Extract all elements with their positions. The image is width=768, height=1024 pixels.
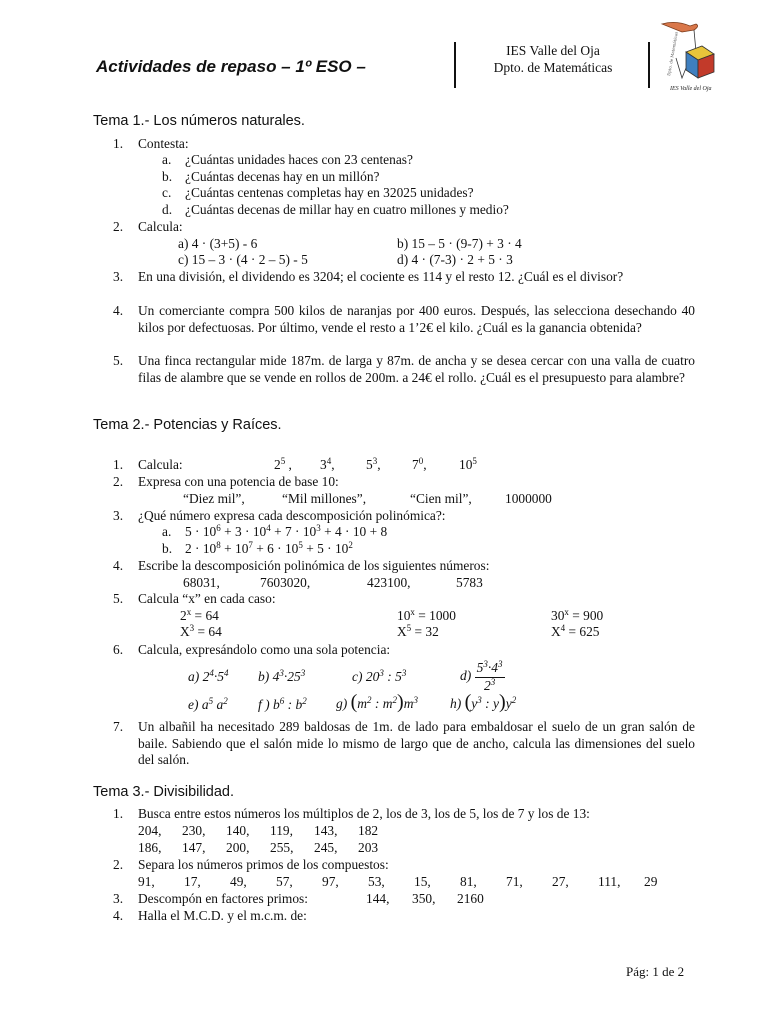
t3-q3-label: Descompón en factores primos: [138,891,308,906]
t2-q4-item: 423100, [367,575,411,590]
svg-text:IES Valle del Oja: IES Valle del Oja [670,86,712,92]
t3-q2-label: Separa los números primos de los compuestos: [138,857,389,872]
t2-q3-label: ¿Qué número expresa cada descomposición polinómica?: [138,508,446,523]
t1-q1d: ¿Cuántas decenas de millar hay en cuatro millones y medio? [185,202,509,217]
number: 203 [358,840,379,855]
number: 15, [414,874,431,889]
sub-letter: c. [162,185,172,200]
t3-q3-item: 144, [366,891,390,906]
item-number: 4. [113,908,124,923]
number: 57, [276,874,293,889]
school-logo [656,18,722,103]
number: 186, [138,840,162,855]
sub-letter: d. [162,202,173,217]
t2-q3b: $2 \cdot 10^8 + 10^7 + 6 \cdot 10^5 + 5 \cdot 10^2$ [185,540,353,556]
t2-q4-item: 5783 [456,575,483,590]
t2-q4-item: 68031, [183,575,220,590]
sub-letter: b. [162,169,173,184]
sub-letter: a. [162,152,172,167]
item-number: 3. [113,269,124,284]
t1-q1b: ¿Cuántas decenas hay en un millón? [185,169,380,184]
number: 91, [138,874,155,889]
t2-q3a: $5 \cdot 10^6 + 3 \cdot 10^4 + 7 \cdot 10^3 + 4 \cdot 10 + 8$ [185,523,388,539]
t1-q2c: c) 15 – 3 · (4 · 2 – 5) - 5 [178,252,308,267]
power-exercise-h: h) ($y^3$ : $y)y^2$ [450,691,517,713]
institution-name: IES Valle del Oja [506,43,600,58]
t2-q2-label: Expresa con una potencia de base 10: [138,474,339,489]
power-exercise-e: e) $a^5$ $a^2$ [188,696,228,712]
item-number: 4. [113,303,124,318]
number: 143, [314,823,338,838]
item-number: 3. [113,508,124,523]
number: 97, [322,874,339,889]
number: 17, [184,874,201,889]
power-exercise-g: g) ($m^2$ : $m^2)m^3$ [336,691,418,713]
number: 140, [226,823,250,838]
power-exercise-c: c) $20^3$ : $5^3$ [352,668,407,684]
power-exercise-b: b) $4^3\cdot 25^3$ [258,668,306,684]
t2-q5-label: Calcula “x” en cada caso: [138,591,276,606]
t3-q1-label: Busca entre estos números los múltiplos de 2, los de 3, los de 5, los de 7 y los de 13: [138,806,590,821]
equation: $10^x = 1000$ [397,607,456,623]
number: 255, [270,840,294,855]
number: 53, [368,874,385,889]
t2-q7: Un albañil ha necesitado 289 baldosas de 1m. de lado para embaldosar el suelo de un gran salón de baile. Sabiendo que el salón mide lo mismo de largo que de ancho, calcula las dimensiones del suelo del salón. [138,719,695,768]
equation: $2^x = 64$ [180,607,219,623]
t3-q3-item: 2160 [457,891,484,906]
number: 49, [230,874,247,889]
section-title-tema1: Tema 1.- Los números naturales. [93,113,305,129]
t2-q1-label: Calcula: [138,457,183,472]
item-number: 1. [113,136,124,151]
number: 27, [552,874,569,889]
number: 182 [358,823,379,838]
number: 245, [314,840,338,855]
sub-letter: b. [162,541,173,556]
t1-q4: Un comerciante compra 500 kilos de naranjas por 400 euros. Después, las selecciona desechando 40 kilos por defectuosas. Por último, vende el resto a 1’2€ el kilo. ¿Cuál es la ganancia obtenida? [138,303,695,335]
t1-q1-label: Contesta: [138,136,189,151]
header-divider-right [648,42,650,88]
equation: $X^5 = 32$ [397,623,439,639]
item-number: 2. [113,474,124,489]
item-number: 1. [113,457,124,472]
document-title: Actividades de repaso – 1º ESO – [96,57,366,76]
item-number: 3. [113,891,124,906]
item-number: 5. [113,591,124,606]
t1-q2d: d) 4 · (7-3) · 2 + 5 · 3 [397,252,513,267]
power-exercise-f: f ) $b^6$ : $b^2$ [258,696,307,712]
power-expr: $5^3$, [366,456,381,472]
number: 204, [138,823,162,838]
t1-q1c: ¿Cuántas centenas completas hay en 32025 unidades? [185,185,474,200]
number: 119, [270,823,293,838]
t1-q2-label: Calcula: [138,219,183,234]
power-expr: $7^0$, [412,456,427,472]
number: 230, [182,823,206,838]
number-row-2 [138,840,378,857]
department-name: Dpto. de Matemáticas [493,60,613,75]
t1-q3: En una división, el dividendo es 3204; el cociente es 114 y el resto 12. ¿Cuál es el divisor? [138,269,624,284]
number: 111, [598,874,621,889]
equation: $X^3 = 64$ [180,623,222,639]
section-title-tema3: Tema 3.- Divisibilidad. [93,784,235,800]
power-exercise-a: a) $2^4\cdot 5^4$ [188,668,229,684]
item-number: 1. [113,806,124,821]
header-institution [470,42,636,76]
item-number: 5. [113,353,124,368]
header-divider-left [454,42,456,88]
item-number: 6. [113,642,124,657]
number: 81, [460,874,477,889]
power-expr: $3^4$, [320,456,335,472]
item-number: 2. [113,219,124,234]
t1-q2a: a) 4 · (3+5) - 6 [178,236,258,251]
t3-q4-label: Halla el M.C.D. y el m.c.m. de: [138,908,307,923]
t1-q2b: b) 15 – 5 · (9-7) + 3 · 4 [397,236,522,251]
number-row-1 [138,823,378,840]
t2-q6-label: Calcula, expresándolo como una sola potencia: [138,642,391,657]
page-number: Pág: 1 de 2 [626,964,685,979]
t1-q1a: ¿Cuántas unidades haces con 23 centenas? [185,152,413,167]
number: 29 [644,874,658,889]
equation: $X^4 = 625$ [551,623,600,639]
number: 200, [226,840,250,855]
t2-q2-item: “Mil millones”, [282,491,367,506]
number-row-primes [138,874,657,891]
t2-q2-item: 1000000 [505,491,552,506]
t1-q5: Una finca rectangular mide 187m. de larga y 87m. de ancha y se desea cercar con una valla de cuatro filas de alambre que se vende en rollos de 200m. a 24€ el rollo. ¿Cuál es el presupuesto para alambre? [138,353,695,385]
section-title-tema2: Tema 2.- Potencias y Raíces. [93,417,282,433]
t2-q4-item: 7603020, [260,575,311,590]
t2-q2-item: “Diez mil”, [183,491,245,506]
power-exercise-d: d) $\frac{5^3\cdot 4^3}{2^3}$ [460,659,503,693]
t2-q2-item: “Cien mil”, [410,491,472,506]
item-number: 2. [113,857,124,872]
power-expr: $2^5$ , [274,456,292,472]
svg-text:Dpto. de Matemáticas: Dpto. de Matemáticas [666,31,679,77]
t2-q4-label: Escribe la descomposición polinómica de los siguientes números: [138,558,490,573]
sub-letter: a. [162,524,172,539]
number: 147, [182,840,206,855]
t3-q3-item: 350, [412,891,436,906]
equation: $30^x = 900$ [551,607,604,623]
number: 71, [506,874,523,889]
item-number: 4. [113,558,124,573]
power-expr: $10^5$ [459,456,477,472]
item-number: 7. [113,719,124,734]
